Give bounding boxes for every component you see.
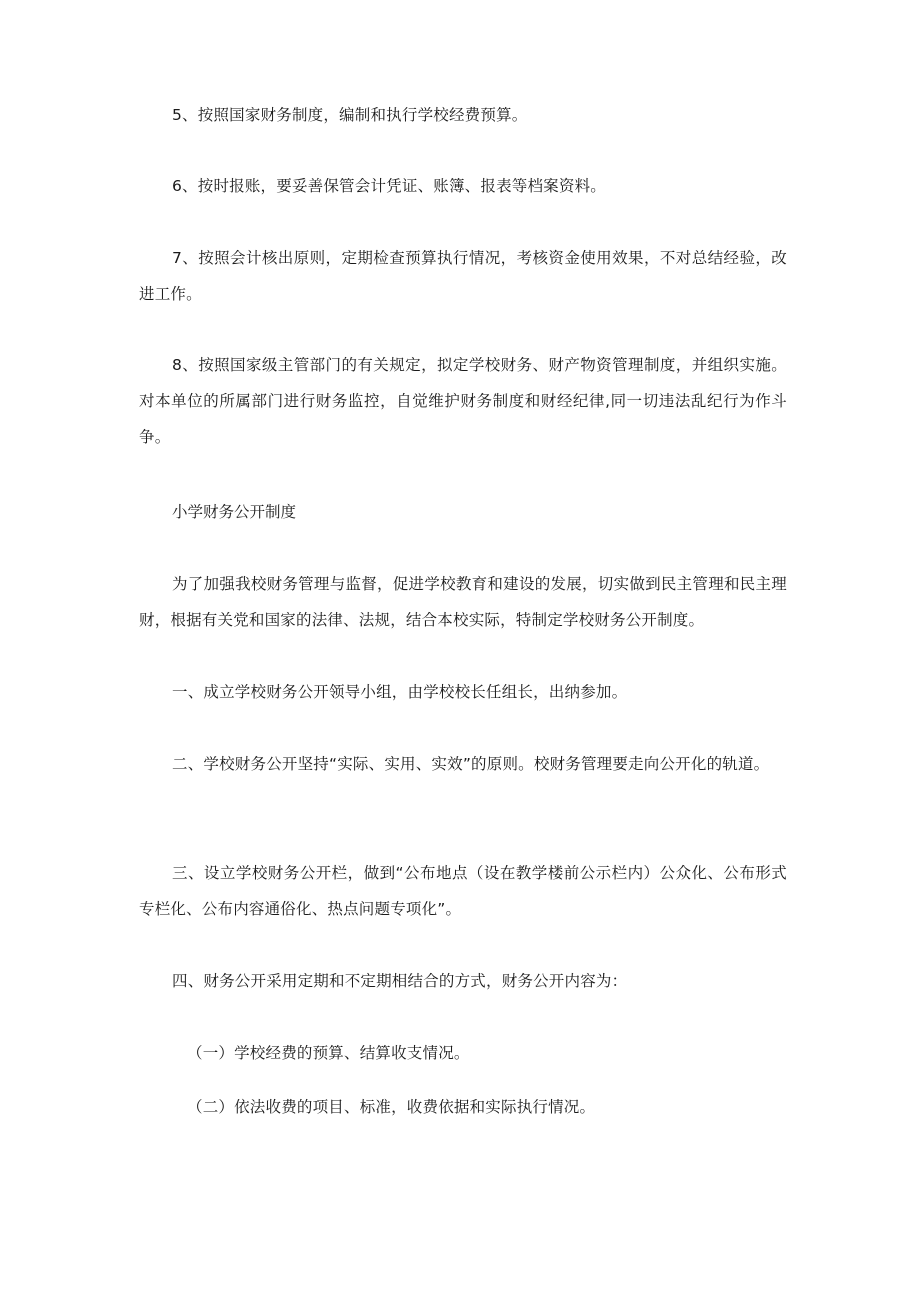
rule-4: 四、财务公开采用定期和不定期相结合的方式，财务公开内容为： xyxy=(172,972,628,990)
item-6: 6、按时报账，要妥善保管会计凭证、账簿、报表等档案资料。 xyxy=(172,177,606,195)
item-7: 7、按照会计核出原则，定期检查预算执行情况，考核资金使用效果，不对总结经验，改进工作。 xyxy=(139,249,787,303)
rule-1: 一、成立学校财务公开领导小组，由学校校长任组长，出纳参加。 xyxy=(172,683,628,701)
rule-3: 三、设立学校财务公开栏，做到“公布地点（设在教学楼前公示栏内）公众化、公布形式专栏化、公布内容通俗化、热点问题专项化”。 xyxy=(139,864,787,918)
item-8: 8、按照国家级主管部门的有关规定，拟定学校财务、财产物资管理制度，并组织实施。对本单位的所属部门进行财务监控，自觉维护财务制度和财经纪律,同一切违法乱纪行为作斗争。 xyxy=(139,356,787,446)
intro-paragraph: 为了加强我校财务管理与监督，促进学校教育和建设的发展，切实做到民主管理和民主理财，根据有关党和国家的法律、法规，结合本校实际，特制定学校财务公开制度。 xyxy=(139,575,787,629)
subitem-2: （二）依法收费的项目、标准，收费依据和实际执行情况。 xyxy=(187,1098,596,1116)
rule-2: 二、学校财务公开坚持“实际、实用、实效”的原则。校财务管理要走向公开化的轨道。 xyxy=(172,755,770,773)
subitem-1: （一）学校经费的预算、结算收支情况。 xyxy=(187,1044,470,1062)
section-title: 小学财务公开制度 xyxy=(172,503,297,521)
item-5: 5、按照国家财务制度，编制和执行学校经费预算。 xyxy=(172,106,528,124)
